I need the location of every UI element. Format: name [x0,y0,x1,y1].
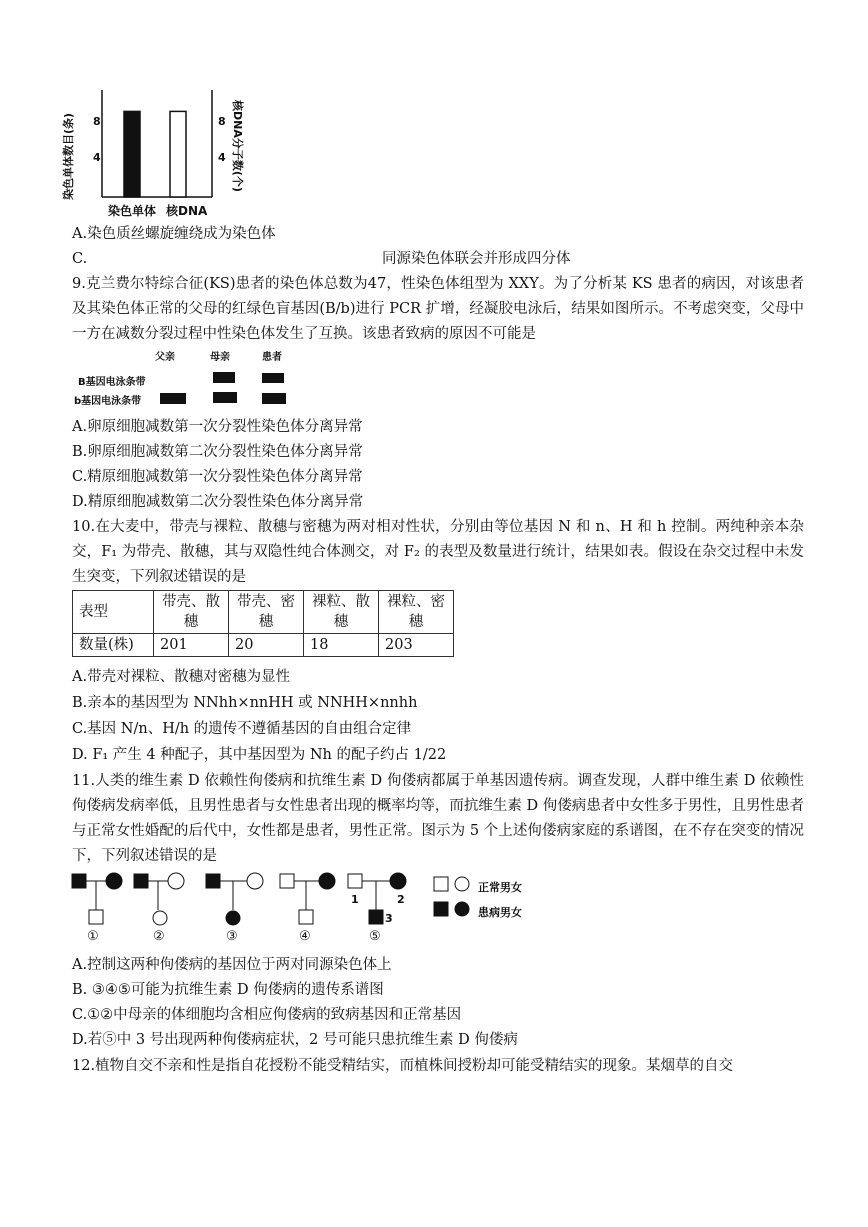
member-label-1: 1 [351,893,359,906]
q9-option-a: A.卵原细胞减数第一次分裂性染色体分离异常 [72,419,363,435]
gel-col-patient: 患者 [262,352,282,363]
pedigree-family-3 [206,873,263,925]
q10-stem: 10.在大麦中，带壳与裸粒、散穗与密穗为两对相对性状，分别由等位基因 N 和 n、H 和 h 控制。两纯种亲本杂交，F₁ 为带壳、散穗，其与双隐性纯合体测交，对 F₂ 的表型及数量进行统计，结果如表。假设在杂交过程中未发生突变，下列叙述错误的是 [72,519,804,585]
q9-stem: 9.克兰费尔特综合征(KS)患者的染色体总数为47，性染色体组型为 XXY。为了分析某 KS 患者的病因，对该患者及其染色体正常的父母的红绿色盲基因(B/b)进行 PCR 扩增，经凝胶电泳后，结果如图所示。不考虑突变，父母中一方在减数分裂过程中性染色体发生了互换。该患者致病的原因不可能是 [72,276,804,342]
q11-option-d: D.若⑤中 3 号出现两种佝偻病症状，2 号可能只患抗维生素 D 佝偻病 [72,1032,518,1048]
member-label-2: 2 [397,893,405,906]
gel-row-b-lower: b基因电泳条带 [74,396,142,407]
bar-nuclear-dna [170,111,186,197]
chart-plot-area [98,85,218,205]
right-tick-4: 4 [218,151,226,164]
right-tick-8: 8 [218,115,226,128]
legend-affected-text: 患病男女 [478,906,522,919]
legend-normal-text: 正常男女 [478,881,522,894]
pedigree-label-1: ① [87,929,99,944]
q11-stem: 11.人类的维生素 D 依赖性佝偻病和抗维生素 D 佝偻病都属于单基因遗传病。调查发现，人群中维生素 D 依赖性佝偻病发病率低，且男性患者与女性患者出现的概率均等，而抗维生素 D 佝偻病患者中女性多于男性，且男性患者与正常女性婚配的后代中，女性都是患者，男性正常。图示为 5 个上述佝偻病家庭的系谱图，在不存在突变的情况下，下列叙述错误的是 [72,773,804,864]
q9-option-d: D.精原细胞减数第二次分裂性染色体分离异常 [72,494,364,510]
q10-option-b: B.亲本的基因型为 NNhh×nnHH 或 NNHH×nnhh [72,695,418,711]
table-cell: 203 [379,634,454,657]
q8-option-c-label: C. [72,251,88,267]
q9-option-c: C.精原细胞减数第一次分裂性染色体分离异常 [72,469,363,485]
pedigree-legend-shapes [434,877,469,916]
pedigree-family-2 [134,873,184,925]
q8-option-c-text: 同源染色体联会并形成四分体 [382,251,571,267]
q10-option-c: C.基因 N/n、H/h 的遗传不遵循基因的自由组合定律 [72,721,412,737]
band-mother-b [213,392,237,403]
table-header-cell: 带壳、散穗 [154,591,229,634]
gel-col-mother: 母亲 [210,352,230,363]
table-header-row [73,591,454,634]
bar-chromatid [124,111,140,197]
table-cell: 20 [229,634,304,657]
table-cell: 数量(株) [73,634,154,657]
q11-option-b: B. ③④⑤可能为抗维生素 D 佝偻病的遗传系谱图 [72,982,384,998]
pedigree-family-1 [72,873,122,924]
category-label-chromatid: 染色单体 [108,204,157,218]
table-row [73,634,454,657]
q8-option-a: A.染色质丝螺旋缠绕成为染色体 [72,226,276,242]
table-cell: 201 [154,634,229,657]
band-father-b [160,393,186,404]
q10-option-d: D. F₁ 产生 4 种配子，其中基因型为 Nh 的配子约占 1/22 [72,747,447,763]
table-header-cell: 裸粒、密穗 [379,591,454,634]
right-y-axis-label: 核DNA分子数(个) [231,100,244,192]
band-patient-b [262,393,286,404]
member-label-3: 3 [385,912,393,925]
pedigree-label-4: ④ [299,929,311,944]
gel-row-b-upper: B基因电泳条带 [78,377,146,388]
q11-option-c: C.①②中母亲的体细胞均含相应佝偻病的致病基因和正常基因 [72,1007,462,1023]
band-mother-B [213,372,235,383]
table-header-cell: 表型 [73,591,154,634]
pedigree-label-5: ⑤ [369,929,381,944]
category-label-dna: 核DNA [166,204,208,218]
phenotype-table [72,590,454,657]
left-tick-4: 4 [93,151,101,164]
pedigree-family-4 [280,873,335,924]
q11-option-a: A.控制这两种佝偻病的基因位于两对同源染色体上 [72,957,392,973]
gel-col-father: 父亲 [155,352,175,363]
table-header-cell: 裸粒、散穗 [304,591,379,634]
band-patient-B [262,373,284,383]
q10-option-a: A.带壳对裸粒、散穗对密穗为显性 [72,669,291,685]
pedigree-label-2: ② [153,929,165,944]
pedigree-label-3: ③ [226,929,238,944]
left-y-axis-label: 染色单体数目(条) [62,112,75,200]
q9-option-b: B.卵原细胞减数第二次分裂性染色体分离异常 [72,444,363,460]
q12-stem: 12.植物自交不亲和性是指自花授粉不能受精结实，而植株间授粉却可能受精结实的现象。某烟草的自交 [72,1058,734,1074]
table-header-cell: 带壳、密穗 [229,591,304,634]
left-tick-8: 8 [93,115,101,128]
table-cell: 18 [304,634,379,657]
